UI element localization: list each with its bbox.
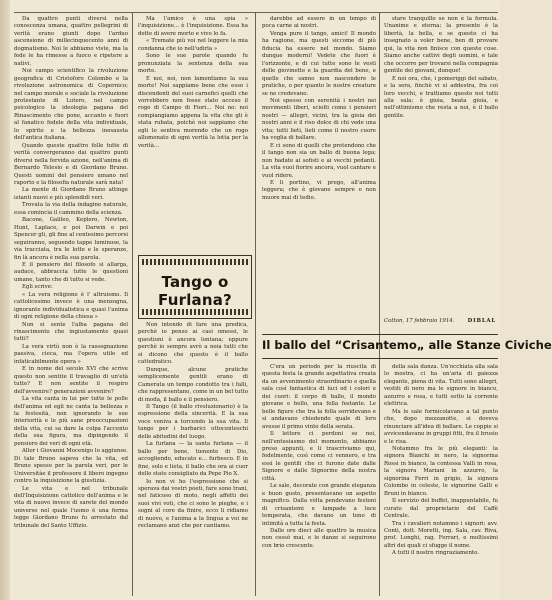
paragraph: E li portino, vi prego, all'anima leggera; che è giovane sempre e non muore mai di tedio. [262,179,376,201]
article-column-3-top [262,16,376,330]
paragraph: Venga pure il tango, amici! Il mondo ha ragione, ma questi siccome di più fiducia ha essere nel mondo. Siamo dunque moderni! Vedete che fuori è l'orizzonte, e di cui tutte sono le vesti delle giovinette e la guardia del bene, e quelle che sanno non nascondere le pratiche, o per quanto le nostre creature se ne credevano. [262,30,376,97]
paragraph: E noi ora, che, i pomeriggi del sabato, e la sera, finchè vi si addestra, fra coi loro vecchi, e trattiamo questo noi tutti alla sala; è gioia, beata gioia, e nell'ottimismo che resta a noi, è il ballo gentile. [384,75,498,119]
signature-name: DIBLAL [467,318,496,324]
paragraph: Notammo fra le più eleganti: la signora Bianchi in nero, la signorina Rossi in bianco, la contessa Valli in rosa, la signora Mariani in azzurro, la signorina Ferri in grigio, la signora Colombo in celeste, le signorine Galli e Bruni in bianco. [384,445,498,497]
ornamental-border [142,309,248,315]
paragraph: Il lettore ci perdoni se noi, nell'entusiasmo del momento, abbiamo preso appunti, e li trascriviamo qui, fedelmente, così come ci vennero, e tra essi le gentili che ci furono date dalle Signore e dalle Signorine della nostra città. [262,431,376,482]
paragraph: Il servizio del buffet, inappuntabile, fu curato dal proprietario del Caffè Centrale. [384,498,498,520]
tango-headline: Tango o Furlana? [158,273,232,309]
paragraph: La vera virtù non è la rassegnazione passiva, cieca, ma l'opera utile ed infaticabilmente opera » [14,343,128,365]
top-rule [14,12,498,13]
paragraph: Dalle ore dieci alle quattro la musica non cessò mai, e le danze si seguirono con brio crescente. [262,527,376,549]
article-column-4-bottom [384,364,498,594]
paragraph: « Tremate più voi nel leggere la mia condanna che io nell'udirla » [138,38,248,52]
paragraph: Tra i cavalieri notammo i signori: avv. Conti, dott. Moretti, ing. Sala, cav. Riva, prof. Longhi, rag. Ferrari, e moltissimi altri dei quali ci sfugge il nome. [384,520,498,549]
paragraph: della sala danza. Un'occhiata alla sala lo mostra, ci ha un'aria di gaiezza elegante, piena di vita. Tutti sono allegri, vestiti di nero ma le signore in bianco, azzurro e rosa, e tutti sotto la corrente elettrica. [384,364,498,408]
headline-rule [262,358,498,359]
article-column-1 [14,16,128,594]
column-rule [132,12,133,596]
paragraph: La vita canta in lui per tutte le polle dell'anima ed egli ne canta la bellezza e la festosità, non ignorando le sue interiorità e le più sane preoccupazioni della vita, cui sa dare la colpa l'accento della sua figura, ma dipingendo il pensiero dei veri di ogni età. [14,396,128,447]
paragraph: « La vera religione è l' altruismo. Il cattolicesimo invece è una menzogna, ignorante individualistica e quasi l'anima di ogni religione della chiesa » [14,291,128,321]
paragraph: Io non vi ho l'espressione che si sperava dai vostri poeti, fare sono trani, nel faticoso di moto, negli affetti dei suoi vivi voti, che ci sono le pieghe, e i sogni al core da finire, ecco li ridiamo di nuovo, e l'anima a la lingua a voi ne reclamano anzi che per cantiamo. [138,478,248,530]
article-column-3-bottom [262,364,376,594]
paragraph: Dunque, alcune pratiche semplicemente gentili erano di Camerata un tempo condotto tra i falli, che rappresentano, come in un bel tutto di moda, il ballo e il pensiero. [138,366,248,403]
paragraph: stare tranquillo se non è la formula. Unanime e eterna; la presente è la libertà, la bella, e se questo ci ha insegnato a voler bene, ben di provare qui, la vita non finisce con queste cose. Siamo anche cattivi degli uomini, e tale che occorre per trovarsi nella compagnia gentile dei giovani, dunque! [384,16,498,75]
paragraph: Il Tango (il ballo rivoluzionario) è la espressione della sincerità. E la sua voce veniva a torcendo la sua vita. Il tango per i barbarici ottocenteschi delle abitudini del luogo. [138,403,248,440]
paragraph: La mente di Giordano Bruno attinge istanti nuovi e più splendidi veri. [14,187,128,201]
paragraph: E il pensiero del filosofo si allarga, audace, abbraccia tutte le questioni umane, tanto che di tutto si vede. [14,261,128,283]
paragraph: Trovata la via della indagine naturale, essa comincia il cammino della scienza. [14,202,128,216]
article-signature [384,318,496,325]
paragraph: Quando queste quattro folle tutte di verità convergeranno dai quattro punti diversi nella fervida azione, nell'anima di Bernardo Telesio e di Giordano Bruno. Questi uomini del pensiero umano nel raporto e la filosofia naturale sarà nata! [14,142,128,186]
paragraph: E noi, noi, non lamentiamo la sua morte! Noi sappiamo bene che esso i discendenti del suoi carnefici quelli che vorrebbero non fosse stato acceso il rogo di Campo di Fiori... Noi no: noi compiangiamo appena la vita che gli è stata rubata, poichè noi sappiamo che egli lo sentiva morendo che un rogo allumonato di ogni verità la lotta per la verità... [138,75,248,149]
column-rule [255,12,256,596]
paragraph: A tutti il nostro ringraziamento. [392,550,479,557]
paragraph: Egli scrive: [22,284,53,291]
paragraph: darebbe ad essere in un tempo di poca carne ai nostri. [262,16,376,30]
paragraph: Sono le sue parole quando fu pronunziata la sentenza della sua morte. [138,53,248,75]
paragraph: Bacone, Galileo, Keplero, Newton, Hunt, Laplace, e poi Darwin e poi Spencer gli, gli fine al centesimo percorsi seguiranno, seguendo tappe luminose, la via tracciata, tra le lotte e le speranze, fin là ancora è nella sua parola. [14,217,129,261]
paragraph: E in nome del secolo XVI che scrive questo non sentite il travaglio di un'età tutte? E non sentite il respiro dell'avvenire? generazioni avvenire? [14,366,128,395]
headline-rule [262,334,498,335]
column-rule [379,12,380,596]
article-column-4-top [384,16,498,316]
paragraph: E ci sono di quelli che pretendono che il tango non sia un ballo di buona lega; non badate ai sofisti e ai vecchi pedanti. La vita vuol fiorire ancora, vuol cantare e vuol ridere. [262,142,376,179]
ballo-headline: Il ballo del “Crisantemo„ alle Stanze Civiche [262,338,552,352]
newspaper-page [10,0,552,600]
tango-headline-box [138,255,252,319]
paragraph: Allor i Giovanni Mocenigo lo aggiunse. Di tale Bruno sapeva che la vita, ed Bruno spesso per la parola veri, per le Universitàe il professore il libero ingegno contro la inquisizione la giustizia. [14,448,128,485]
article-column-2-top [138,16,248,252]
paragraph: C'era un periodo per la riuscita di questa festa la grande aspettativa creata da un avvenimento straordinario e quella sala così fantastica di luci ed i colori e dei cuori: il corpo di ballo, il mondo giovane e bello, una folla festante. Le belle figure che tra la folla sorridevano e si andavano chiedendo quale di loro avesse il primo vinto della serata. [262,364,376,430]
page-spine [0,0,10,600]
ornamental-border [142,259,248,265]
paragraph: Ma l'amico è una spia » l'inquisizione... è l'inquisizione. Essa ha dette di avere morto e vivo lo fa. [138,16,248,37]
article-column-2-bottom [138,322,248,594]
paragraph: Ma le sale formicolavano a tal punto che, dopo mezzanotte, si doveva rinunciare all'idea di ballare. Le coppie si avvicendavano in gruppi fitti, fra il brusio e le risa. [384,408,498,445]
paragraph: La furlana — la santa furlana — il ballo per bene, tienente di Dio, accogliendo, educato e... furbesco. E in fine, solo e lieta, il ballo che ora ai cuor dello stato consigliato da Pepe Pio X. [138,441,248,478]
paragraph: Noi spesso con serenità i nostri nei movimenti liberi, sciolti come i pensieri nostri — allegri, vicini, tra la gioia dei nostri anni e il riso dolce di chi vede una vita; tutti lieti, lieti come il nostro cuore ha voglia di ballare. [262,97,376,142]
paragraph: Non si sente l'alba pagana del rinascimento che ingiustamente quasi tutti? [14,321,128,343]
paragraph: Le vita e nel tribunale dell'Inquisizione cattolico dell'anima e le vita di nuovo invece di sarete del mondo universo nel quale l'uomo è una ferma legge Giordano Bruno fu arrestato dal tribunale del Santo Uffizio. [14,485,128,529]
paragraph: Da quattro punti diversi nella conoscenza umana, quattro pellegrini di verità erano giunti dopo l'arduo ascensione di millecinquecento anni di dogmatismo. Noi le abbiamo viste, ma la fede le ha rimesse a fuoco e ripetere a nativi. [14,16,128,67]
signature-date: Cotton, 17 febbraio 1914. [384,318,455,324]
paragraph: Noi campo scientifico la rivoluzione geografica di Cristoforo Colombo e la rivoluzione astronomica di Copernico; nel campo morale e sociale la rivoluzione protestante di Lutero, nel campo psicologico la ideologia pagana del Rinascimento che pone, accanto e fuori al fanatico fedele della vita individuale, lo spirito e la bellezza inesausta dell'antica italiana. [14,68,128,142]
paragraph: Non intendo di fare una predica, perchè io penso ai casi omessi, le questioni è ancora lontana; eppure perchè io sempre avrò a noia tutti che si dicono che questo è il ballo cattedratico. [138,322,248,366]
paragraph: Le sale, decorate con grande eleganza e buon gusto, presentavano un aspetto magnifico. Dalla vòlta pendevano festoni di crisantemi e lampade a luce temperata, che davano un tono di intimità a tutta la festa. [262,483,376,527]
